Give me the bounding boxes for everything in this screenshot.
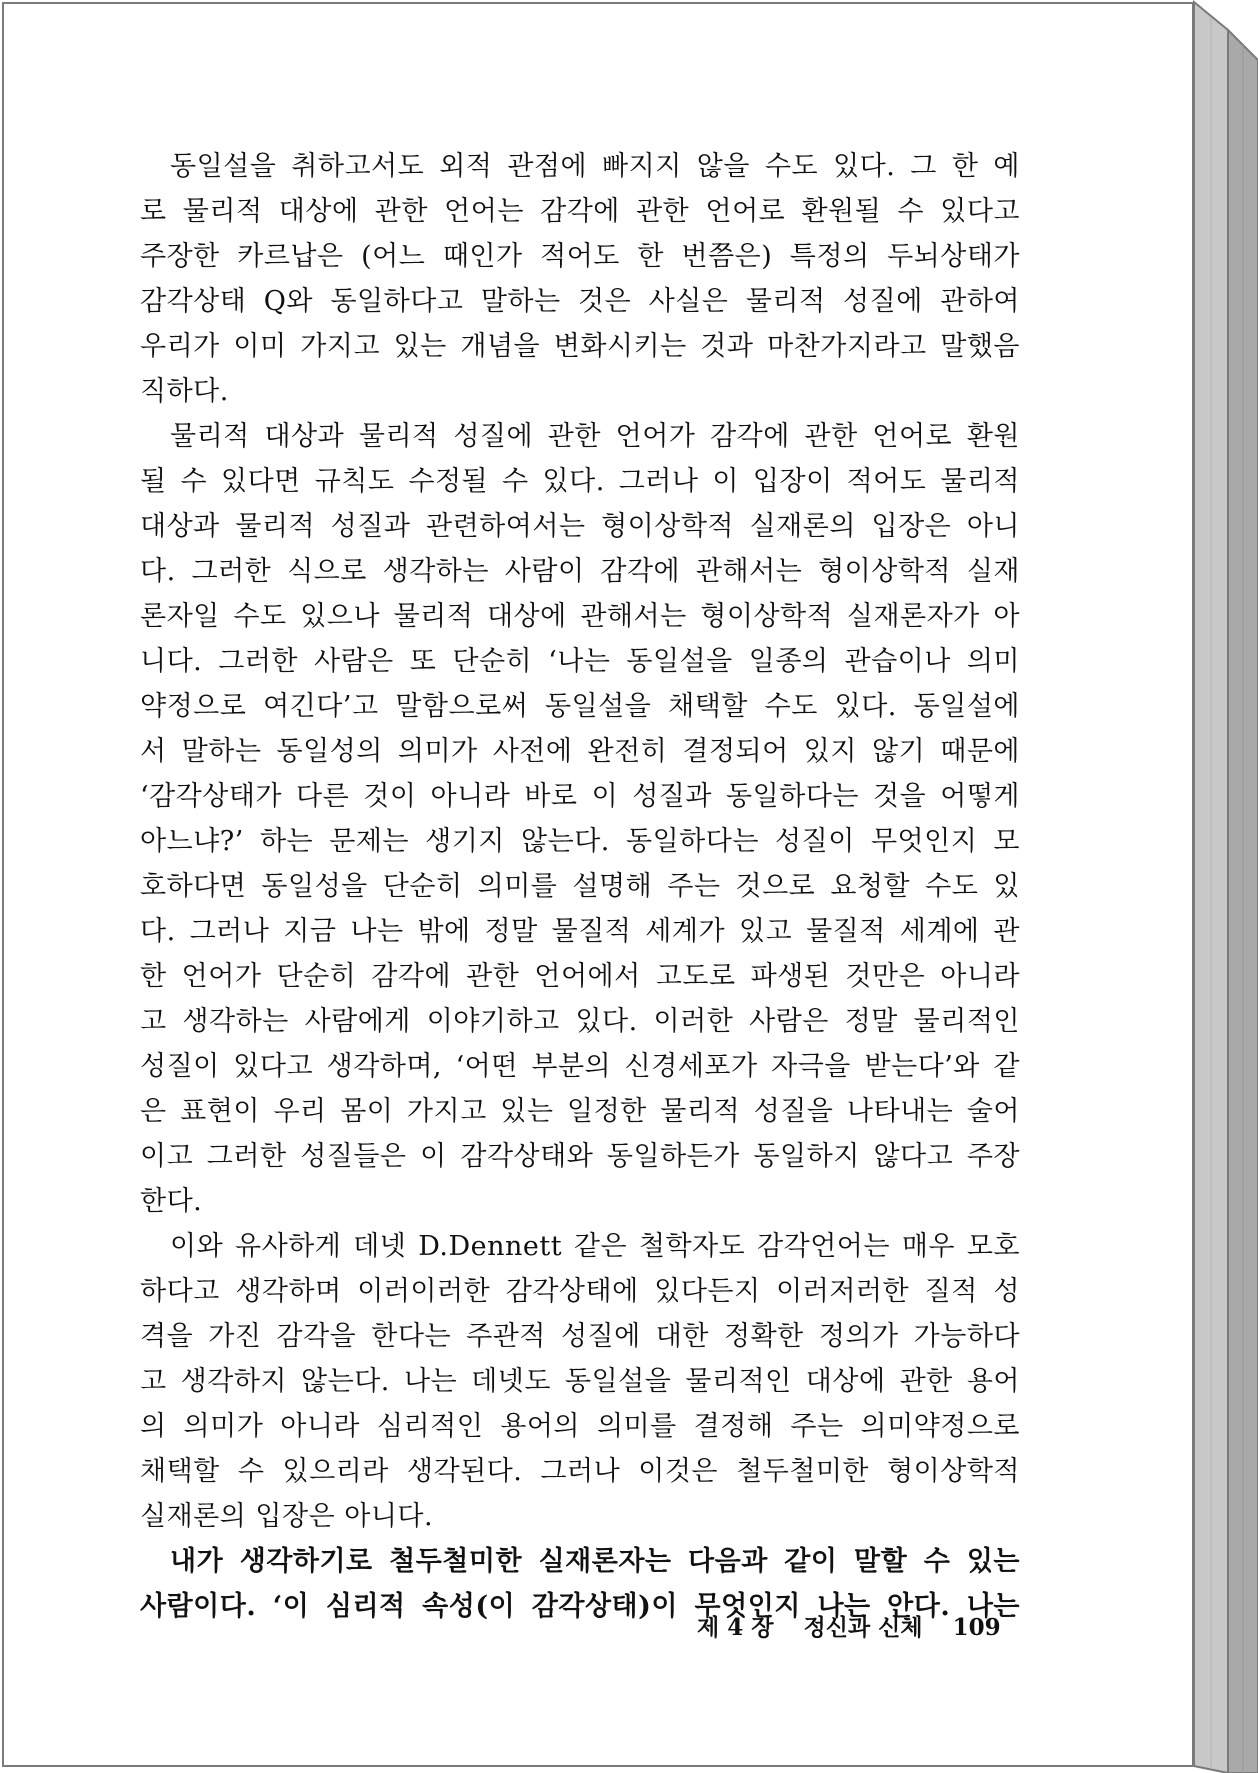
- text-line: 니다. 그러한 사람은 또 단순히 ‘나는 동일설을 일종의 관습이나 의미: [140, 646, 1020, 677]
- running-footer: [697, 1608, 1001, 1648]
- text-line: 이고 그러한 성질들은 이 감각상태와 동일하든가 동일하지 않다고 주장: [140, 1141, 1020, 1172]
- text-line: 은 표현이 우리 몸이 가지고 있는 일정한 물리적 성질을 나타내는 술어: [140, 1096, 1020, 1127]
- text-line: 동일설을 취하고서도 외적 관점에 빠지지 않을 수도 있다. 그 한 예: [170, 151, 1020, 182]
- text-line: 우리가 이미 가지고 있는 개념을 변화시키는 것과 마찬가지라고 말했음: [140, 331, 1020, 362]
- text-line: 직하다.: [140, 376, 229, 407]
- page-number: 109: [952, 1614, 1001, 1641]
- text-line: 아느냐?’ 하는 문제는 생기지 않는다. 동일하다는 성질이 무엇인지 모: [140, 826, 1020, 857]
- text-line: 주장한 카르납은 (어느 때인가 적어도 한 번쯤은) 특정의 두뇌상태가: [140, 241, 1020, 272]
- text-line: 로 물리적 대상에 관한 언어는 감각에 관한 언어로 환원될 수 있다고: [140, 196, 1020, 227]
- book-page: [2, 2, 1194, 1767]
- text-line: 내가 생각하기로 철두철미한 실재론자는 다음과 같이 말할 수 있는: [170, 1546, 1020, 1577]
- text-line: 론자일 수도 있으나 물리적 대상에 관해서는 형이상학적 실재론자가 아: [140, 601, 1020, 632]
- text-line: 감각상태 Q와 동일하다고 말하는 것은 사실은 물리적 성질에 관하여: [140, 286, 1020, 317]
- text-line: 격을 가진 감각을 한다는 주관적 성질에 대한 정확한 정의가 가능하다: [140, 1321, 1020, 1352]
- text-line: 이와 유사하게 데넷 D.Dennett 같은 철학자도 감각언어는 매우 모호: [170, 1231, 1020, 1262]
- text-line: 한 언어가 단순히 감각에 관한 언어에서 고도로 파생된 것만은 아니라: [140, 961, 1020, 992]
- chapter-label: 제 4 장: [697, 1614, 774, 1641]
- text-line: 약정으로 여긴다’고 말함으로써 동일설을 채택할 수도 있다. 동일설에: [140, 691, 1020, 722]
- text-line: 될 수 있다면 규칙도 수정될 수 있다. 그러나 이 입장이 적어도 물리적: [140, 466, 1020, 497]
- text-line: 하다고 생각하며 이러이러한 감각상태에 있다든지 이러저러한 질적 성: [140, 1276, 1020, 1307]
- text-line: 고 생각하지 않는다. 나는 데넷도 동일설을 물리적인 대상에 관한 용어: [140, 1366, 1020, 1397]
- text-line: 서 말하는 동일성의 의미가 사전에 완전히 결정되어 있지 않기 때문에: [140, 736, 1020, 767]
- text-line: 실재론의 입장은 아니다.: [140, 1501, 434, 1532]
- chapter-title: 정신과 신체: [803, 1614, 923, 1641]
- body-text: [140, 144, 1020, 1629]
- text-line: 물리적 대상과 물리적 성질에 관한 언어가 감각에 관한 언어로 환원: [170, 421, 1020, 452]
- text-line: 호하다면 동일성을 단순히 의미를 설명해 주는 것으로 요청할 수도 있: [140, 871, 1020, 902]
- text-line: 대상과 물리적 성질과 관련하여서는 형이상학적 실재론의 입장은 아니: [140, 511, 1020, 542]
- text-line: 고 생각하는 사람에게 이야기하고 있다. 이러한 사람은 정말 물리적인: [140, 1006, 1020, 1037]
- text-line: 다. 그러한 식으로 생각하는 사람이 감각에 관해서는 형이상학적 실재: [140, 556, 1020, 587]
- text-line: 의 의미가 아니라 심리적인 용어의 의미를 결정해 주는 의미약정으로: [140, 1411, 1020, 1442]
- text-line: 성질이 있다고 생각하며, ‘어떤 부분의 신경세포가 자극을 받는다’와 같: [140, 1051, 1020, 1082]
- text-line: 다. 그러나 지금 나는 밖에 정말 물질적 세계가 있고 물질적 세계에 관: [140, 916, 1020, 947]
- text-line: ‘감각상태가 다른 것이 아니라 바로 이 성질과 동일하다는 것을 어떻게: [140, 781, 1020, 812]
- text-line: 한다.: [140, 1186, 203, 1217]
- text-line: 사람이다. ‘이 심리적 속성(이 감각상태)이 무엇인지 나는 안다. 나는: [140, 1591, 1020, 1622]
- text-line: 채택할 수 있으리라 생각된다. 그러나 이것은 철두철미한 형이상학적: [140, 1456, 1020, 1487]
